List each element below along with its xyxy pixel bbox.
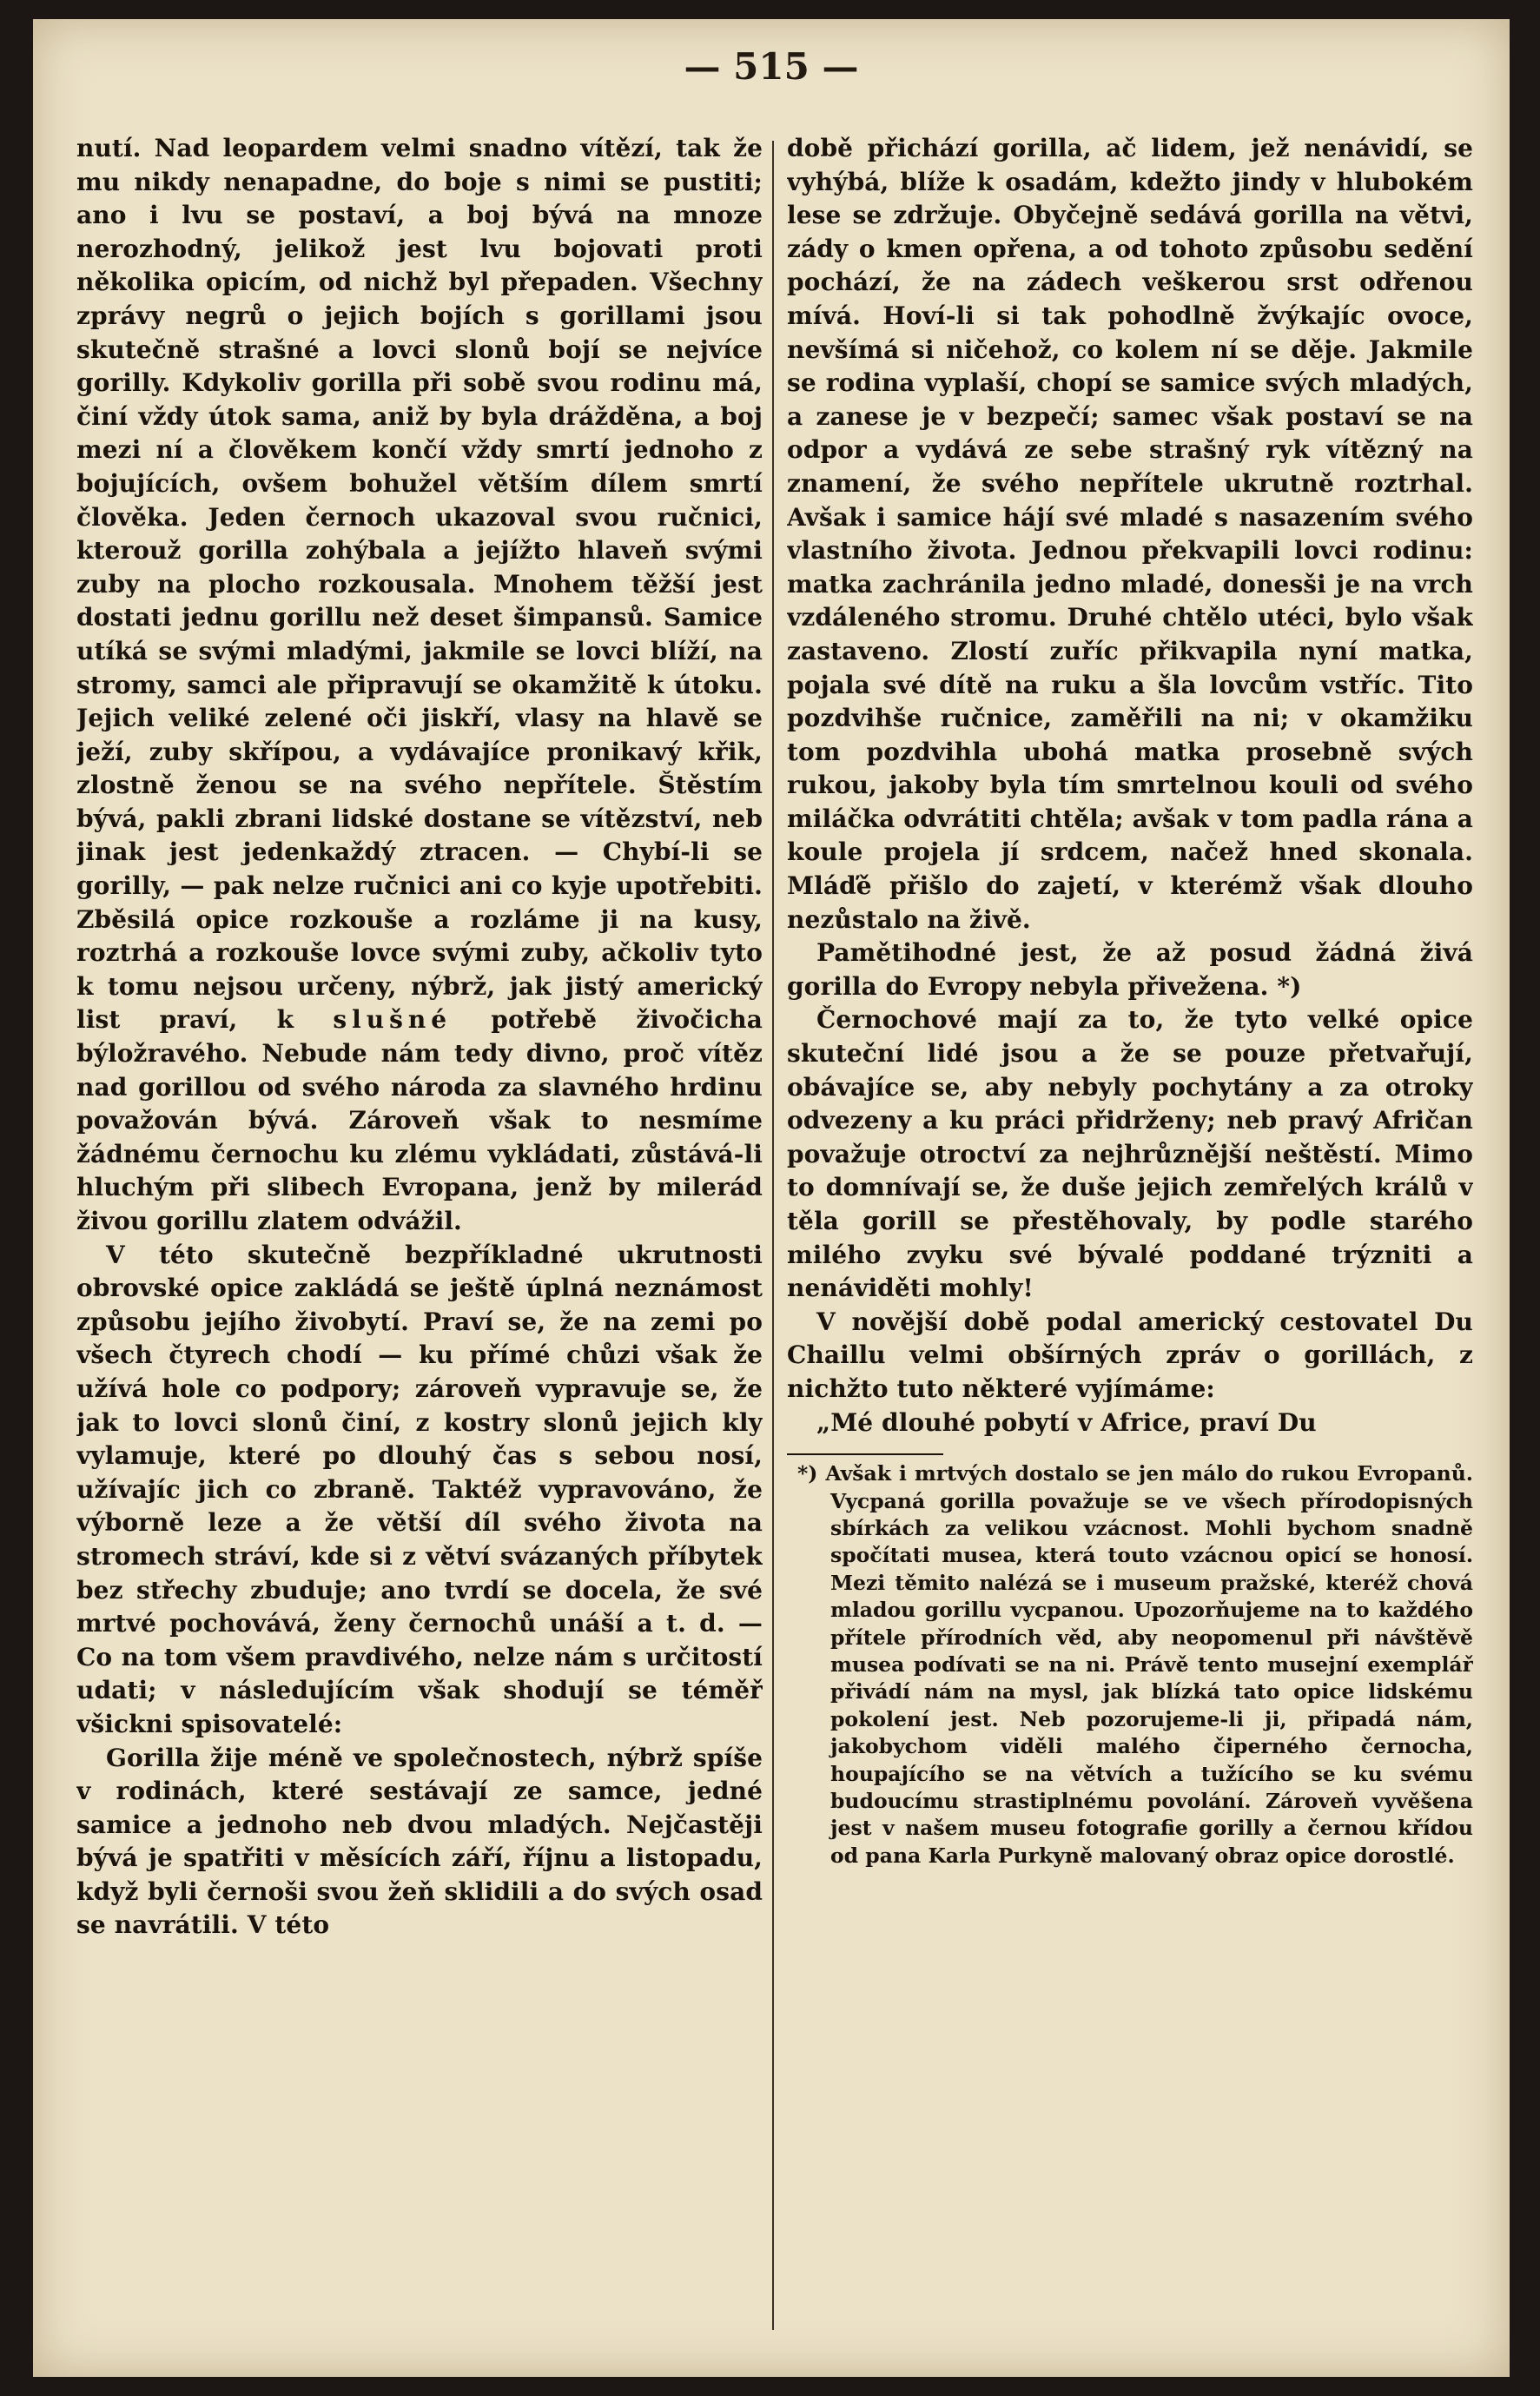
- left-column: [76, 132, 763, 2342]
- paragraph: V této skutečně bezpříkladné ukrutnosti obrovské opice zakládá se ještě úplná neznámost způsobu jejího živobytí. Praví se, že na zemi po všech čtyrech chodí — ku přímé chůzi však že užívá hole co podpory; zároveň vypravuje se, že jak to lovci slonů činí, z kostry slonů jejich kly vylamuje, které po dlouhý čas s sebou nosí, užívajíc jich co zbraně. Taktéž vypravováno, že výborně leze a že větší díl svého života na stromech stráví, kde si z větví svázaných příbytek bez střechy zbuduje; ano tvrdí se docela, že své mrtvé pochovává, ženy černochů unáší a t. d. — Co na tom všem pravdivého, nelze nám s určitostí udati; v následujícím však shodují se téměř všickni spisovatelé:: [76, 1240, 763, 1738]
- footnote-rule: [787, 1453, 943, 1455]
- column-divider: [772, 141, 774, 2330]
- paragraph-text-continued: potřebě živočicha býložravého. Nebude nám tedy divno, proč vítěz nad gorillou od svého národa za slavného hrdinu považován bývá. Zároveň však to nesmíme žádnému černochu ku zlému vykládati, zůstává-li hluchým při slibech Evropana, jenž by milerád živou gorillu zlatem odvážil.: [76, 1005, 763, 1235]
- paragraph: [76, 132, 763, 1239]
- paragraph: „Mé dlouhé pobytí v Africe, praví Du: [816, 1407, 1317, 1437]
- book-page: [33, 19, 1510, 2377]
- paragraph-text: nutí. Nad leopardem velmi snadno vítězí, tak že mu nikdy nenapadne, do boje s nimi se pustiti; ano i lvu se postaví, a boj bývá na mnoze nerozhodný, jelikož jest lvu bojovati proti několika opicím, od nichž byl přepaden. Všechny zprávy negrů o jejich bojích s gorillami jsou skutečně strašné a lovci slonů bojí se nejvíce gorilly. Kdykoliv gorilla při sobě svou rodinu má, činí vždy útok sama, aniž by byla drážděna, a boj mezi ní a člověkem končí vždy smrtí jednoho z bojujících, ovšem bohužel větším dílem smrtí člověka. Jeden černoch ukazoval svou ručnici, kterouž gorilla zohýbala a jejížto hlaveň svými zuby na plocho rozkousala. Mnohem těžší jest dostati jednu gorillu než deset šimpansů. Samice utíká se svými mladými, jakmile se lovci blíží, na stromy, samci ale připravují se okamžitě k útoku. Jejich veliké zelené oči jiskří, vlasy na hlavě se ježí, zuby skřípou, a vydávajíce pronikavý křik, zlostně ženou se na svého nepřítele. Štěstím bývá, pakli zbrani lidské dostane se vítězství, neb jinak jest jedenkaždý ztracen. — Chybí-li se gorilly, — pak nelze ručnici ani co kyje upotřebiti. Zběsilá opice rozkouše a rozláme ji na kusy, roztrhá a rozkouše lovce svými zuby, ačkoliv tyto k tomu nejsou určeny, nýbrž, jak jistý americký list praví, k: [76, 134, 763, 1035]
- emphasized-word: slušné: [333, 1005, 453, 1035]
- footnote: *) Avšak i mrtvých dostalo se jen málo do rukou Evropanů. Vycpaná gorilla považuje se ve všech přírodopisných sbírkách za velikou vzácnost. Mohli bychom snadně spočítati musea, která touto vzácnou opicí se honosí. Mezi těmito nalézá se i museum pražské, kteréž chová mladou gorillu vycpanou. Upozorňujeme na to každého přítele přírodních věd, aby neopomenul při návštěvě musea podívati se na ni. Právě tento musejní exemplář přivádí nám na mysl, jak blízká tato opice lidskému pokolení jest. Neb pozorujeme-li ji, připadá nám, jakobychom viděli malého čiperného černocha, houpajícího se na větvích a tužícího se ku svému budoucímu strastiplnému povolání. Zároveň vyvěšena jest v našem museu fotografie gorilly a černou křídou od pana Karla Purkyně malovaný obraz opice dorostlé.: [797, 1461, 1473, 1868]
- paragraph: V novější době podal americký cestovatel Du Chaillu velmi obšírných zpráv o gorillách, z nichžto tuto některé vyjímáme:: [787, 1307, 1473, 1403]
- paragraph: Pamětihodné jest, že až posud žádná živá gorilla do Evropy nebyla přivežena. *): [787, 938, 1473, 1001]
- paragraph: Gorilla žije méně ve společnostech, nýbrž spíše v rodinách, které sestávají ze samce, jedné samice a jednoho neb dvou mladých. Nejčastěji bývá je spatřiti v měsících září, říjnu a listopadu, když byli černoši svou žeň sklidili a do svých osad se navrátili. V této: [76, 1743, 763, 1940]
- page-number: — 515 —: [684, 45, 859, 88]
- paragraph: době přichází gorilla, ač lidem, jež nenávidí, se vyhýbá, blíže k osadám, kdežto jindy v hlubokém lese se zdržuje. Obyčejně sedává gorilla na větvi, zády o kmen opřena, a od tohoto způsobu sedění pochází, že na zádech veškerou srst odřenou mívá. Hoví-li si tak pohodlně žvýkajíc ovoce, nevšímá si ničehož, co kolem ní se děje. Jakmile se rodina vyplaší, chopí se samice svých mladých, a zanese je v bezpečí; samec však postaví se na odpor a vydává ze sebe strašný ryk vítězný na znamení, že svého nepřítele ukrutně roztrhal. Avšak i samice hájí své mladé s nasazením svého vlastního života. Jednou překvapili lovci rodinu: matka zachránila jedno mladé, donesši je na vrch vzdáleného stromu. Druhé chtělo utéci, bylo však zastaveno. Zlostí zuříc přikvapila nyní matka, pojala své dítě na ruku a šla lovcům vstříc. Tito pozdvihše ručnice, zaměřili na ni; v okamžiku tom pozdvihla ubohá matka prosebně svých rukou, jakoby byla tím smrtelnou kouli od svého miláčka odvrátiti chtěla; avšak v tom padla rána a koule projela jí srdcem, načež hned skonala. Mláďě přišlo do zajetí, v kterémž však dlouho nezůstalo na živě.: [787, 134, 1473, 934]
- paragraph: Černochové mají za to, že tyto velké opice skuteční lidé jsou a že se pouze přetvařují, obávajíce se, aby nebyly pochytány a za otroky odvezeny a ku práci přidrženy; neb pravý Afričan považuje otroctví za nejhrůznější neštěstí. Mimo to domnívají se, že duše jejich zemřelých králů v těla gorill se přestěhovaly, by podle starého milého zvyku své bývalé poddané trýzniti a nenáviděti mohly!: [787, 1005, 1473, 1303]
- right-column: [787, 132, 1473, 2342]
